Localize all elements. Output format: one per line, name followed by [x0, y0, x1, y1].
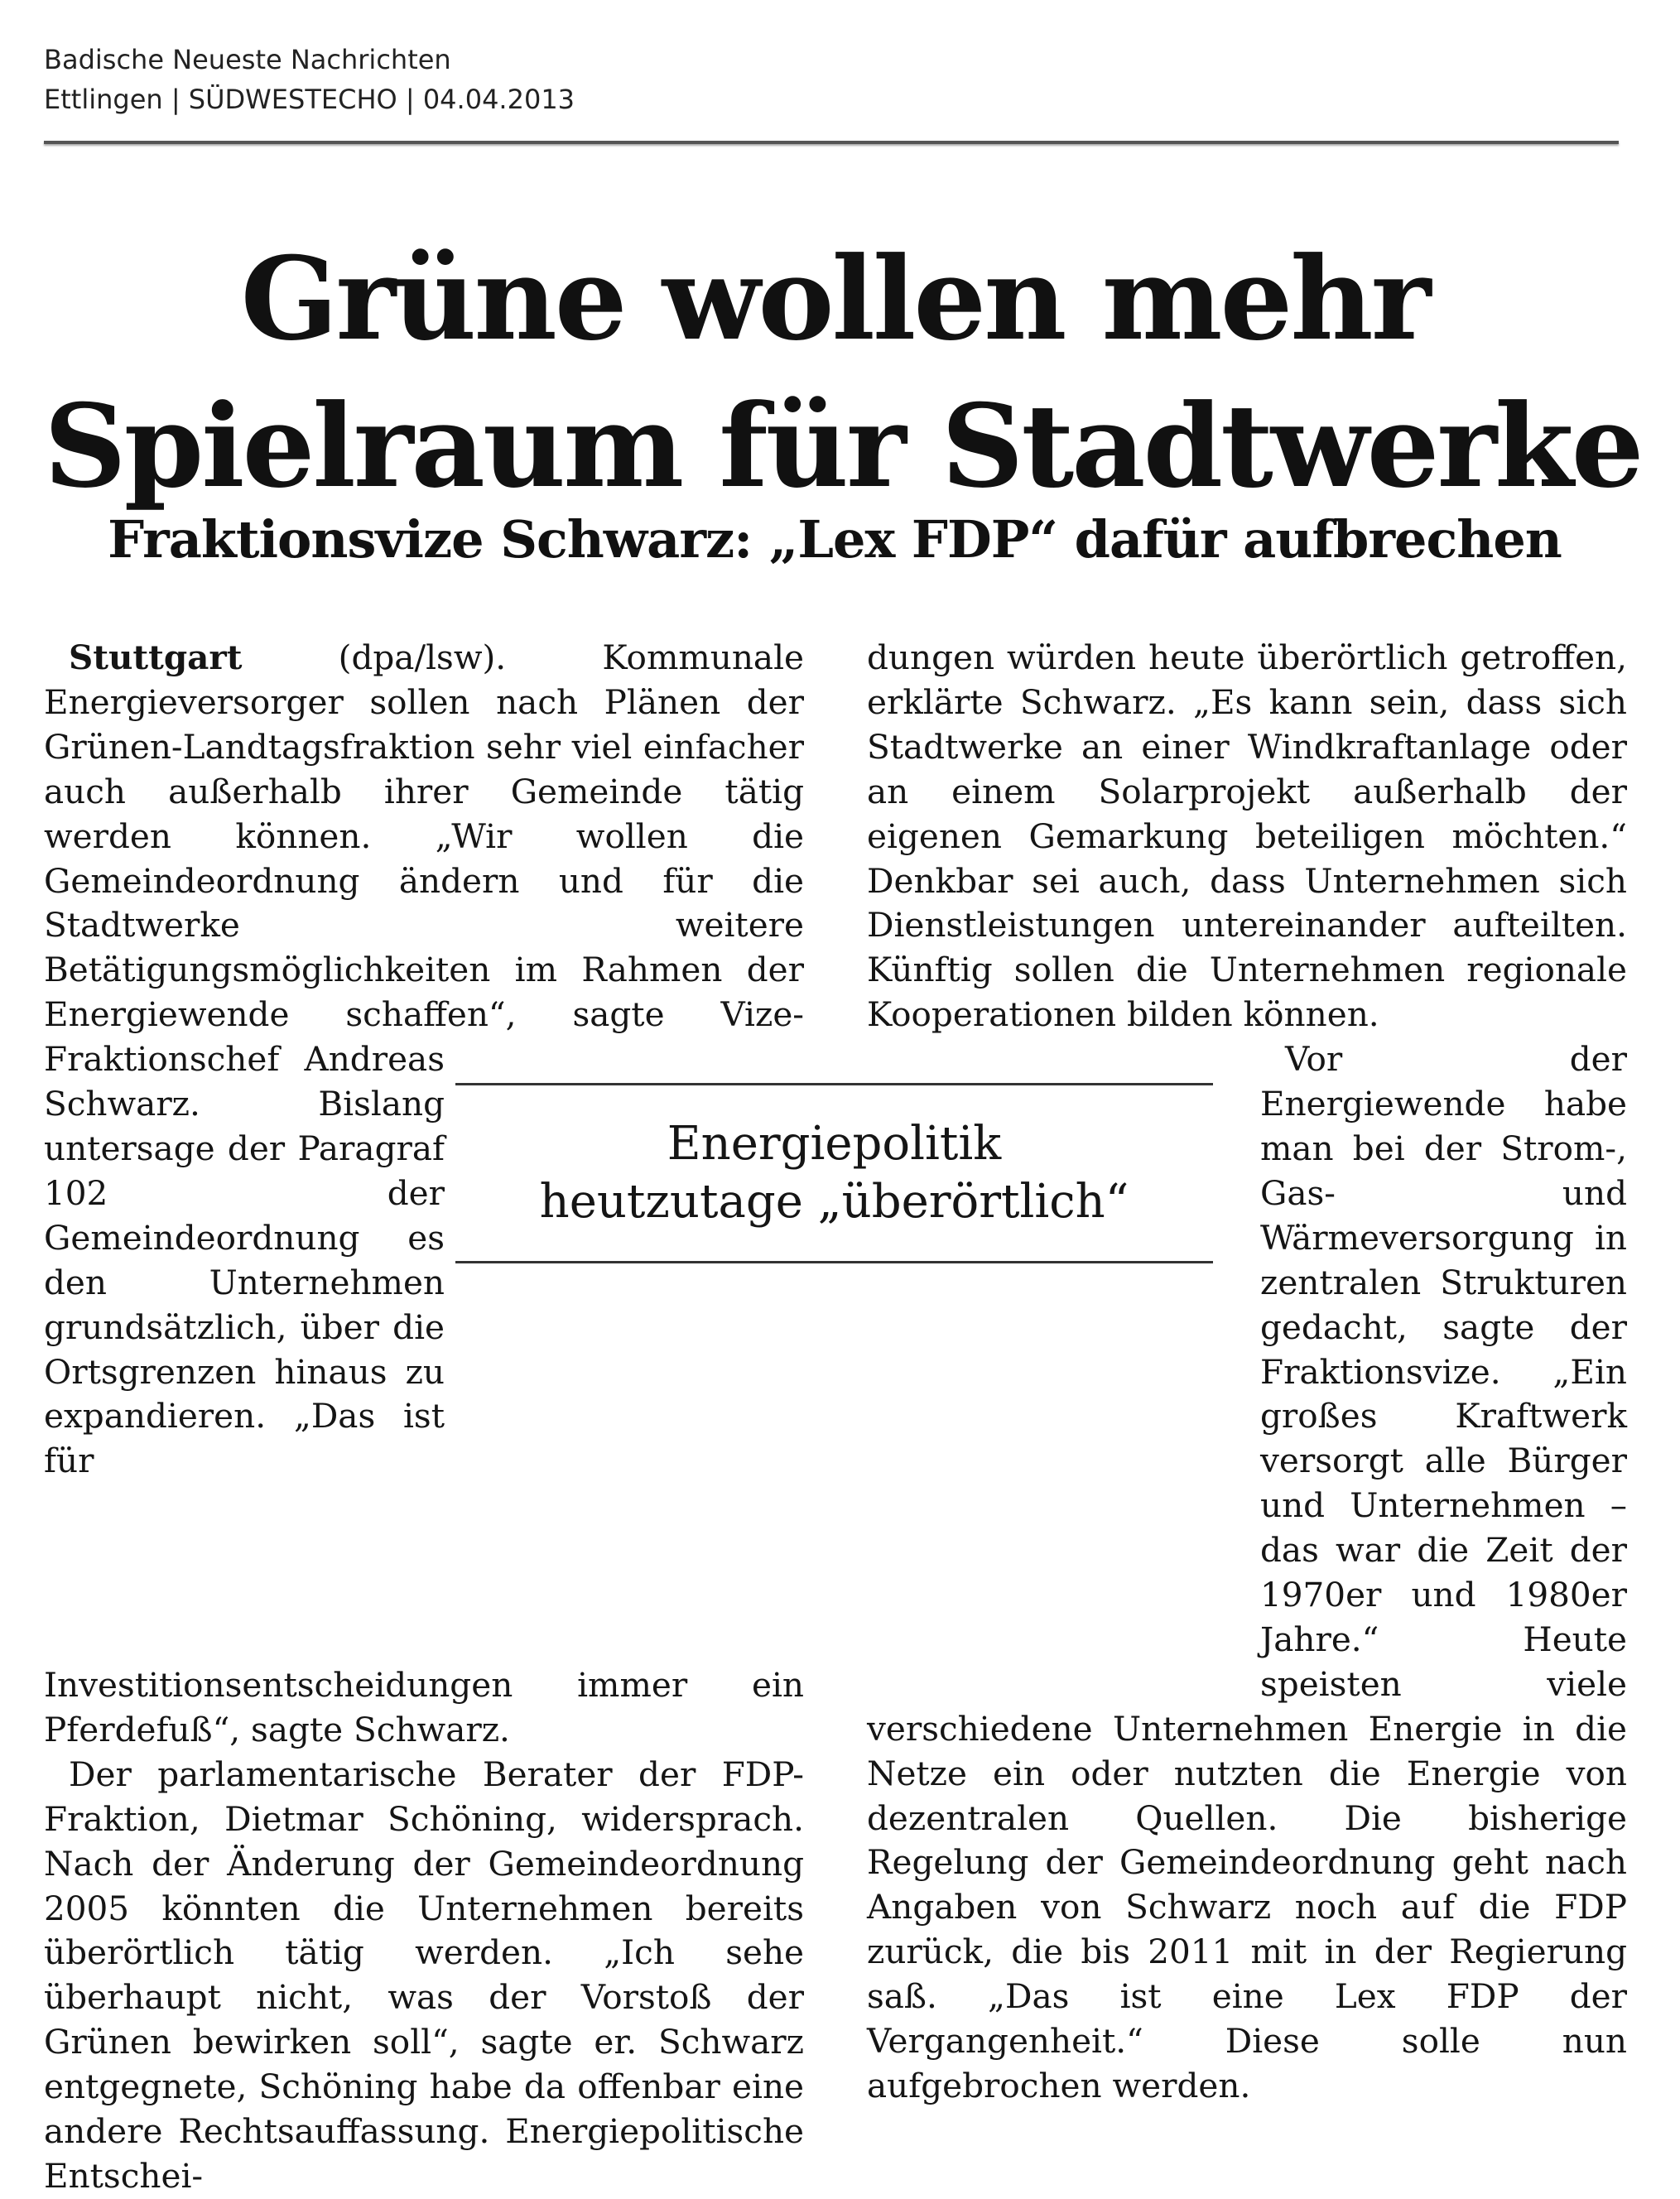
pull-quote-line-1: Energiepolitik	[667, 1117, 1002, 1171]
paragraph-text: (dpa/lsw). Kommunale Energieversorger sollen nach Plänen der Grünen-Landtagsfraktion sehr viel einfacher auch außerhalb ihrer Gemeinde tätig werden können. „Wir wollen die Gemeindeordnung ändern und für die Stadtwerke weitere Betätigungsmöglichkeiten im Rahmen der Energiewende schaffen“, sagte Vize-Fraktionschef Andreas Schwarz. Bislang untersage der Paragraf 102 der Gemeindeordnung es den Unternehmen grundsätzlich, über die Ortsgrenzen hinaus zu expandieren. „Das ist für Investitionsentscheidungen immer ein Pferdefuß“, sagte Schwarz.	[44, 638, 804, 1749]
headline-line-2: Spielraum für Stadtwerke	[44, 378, 1642, 513]
paragraph: Der parlamentarische Berater der FDP-Fraktion, Dietmar Schöning, widersprach. Nach der Änderung der Gemeindeordnung 2005 könnten die Unternehmen bereits überörtlich tätig werden. „Ich sehe überhaupt nicht, was der Vorstoß der Grünen bewirken soll“, sagte er. Schwarz entgegnete, Schöning habe da offenbar eine andere Rechtsauffassung. Energiepolitische Entschei-	[44, 1754, 804, 2196]
dateline: Stuttgart	[69, 638, 243, 677]
header-divider	[44, 141, 1619, 144]
paragraph: Vor der Energiewende habe man bei der Strom-, Gas- und Wärmeversorgung in zentralen Strukturen gedacht, sagte der Fraktionsvize. „Ein großes Kraftwerk versorgt alle Bürger und Unternehmen – das war die Zeit der 1970er und 1980er Jahre.“ Heute speisten viele verschiedene Unternehmen Energie in die Netze ein oder nutzten die Energie von dezentralen Quellen. Die bisherige Regelung der Gemeindeordnung geht nach Angaben von Schwarz noch auf die FDP zurück, die bis 2011 mit in der Regierung saß. „Das ist eine Lex FDP der Vergangenheit.“ Diese solle nun aufgebrochen werden.	[867, 1039, 1627, 2105]
edition-date-line: Ettlingen | SÜDWESTECHO | 04.04.2013	[44, 84, 575, 115]
source-info	[44, 40, 575, 119]
article-column-left	[44, 636, 804, 2196]
subheadline: Fraktionsvize Schwarz: „Lex FDP“ dafür aufbrechen	[108, 509, 1562, 570]
article-body	[44, 636, 1627, 2196]
headline-line-1: Grüne wollen mehr	[240, 231, 1429, 366]
paragraph: dungen würden heute überörtlich getroffen, erklärte Schwarz. „Es kann sein, dass sich Stadtwerke an einer Windkraftanlage oder an einem Solarprojekt außerhalb der eigenen Gemarkung beteiligen möchten.“ Denkbar sei auch, dass Unternehmen sich Dienstleistungen untereinander aufteilten. Künftig sollen die Unternehmen regionale Kooperationen bilden können.	[867, 638, 1627, 1035]
pull-quote	[455, 1083, 1213, 1263]
pull-quote-line-2: heutzutage „überörtlich“	[539, 1175, 1129, 1229]
publication-name: Badische Neueste Nachrichten	[44, 44, 451, 75]
headline	[44, 225, 1642, 520]
article-column-right	[867, 636, 1627, 2105]
